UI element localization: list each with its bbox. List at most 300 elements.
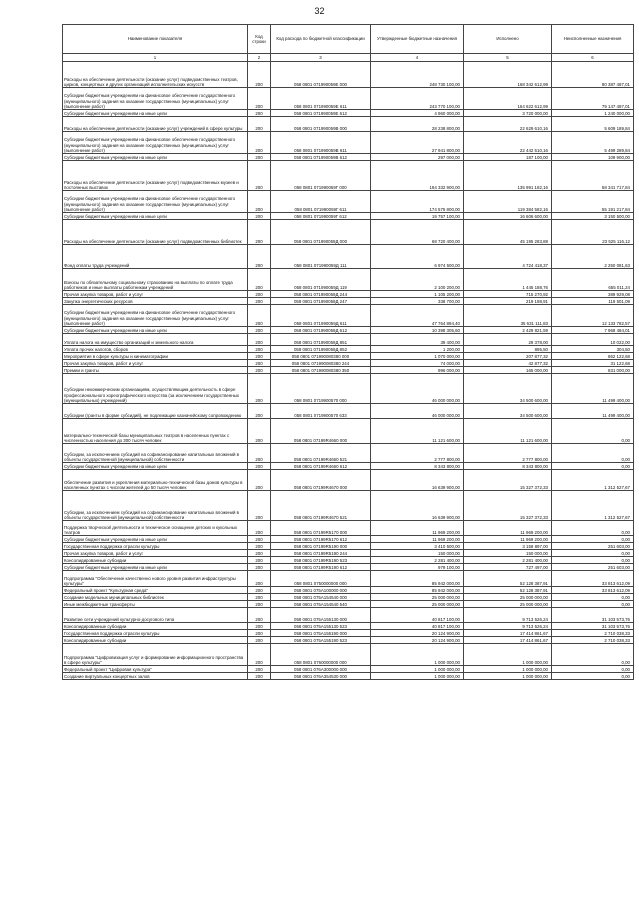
row-budget-code: 058 0801 071990059Д 612 xyxy=(271,327,371,334)
row-line-code: 200 xyxy=(248,245,271,269)
row-budget-code: 058 0801 075A155130 523 xyxy=(271,623,371,630)
row-approved-amount: 85 942 000,00 xyxy=(371,587,464,594)
row-line-code: 200 xyxy=(248,521,271,536)
row-line-code: 200 xyxy=(248,154,271,161)
row-approved-amount: 74 000,00 xyxy=(371,360,464,367)
row-remaining-amount: 0,00 xyxy=(552,536,634,543)
row-approved-amount: 16 639 900,00 xyxy=(371,470,464,491)
row-budget-code: 058 0801 071990059Д 000 xyxy=(271,220,371,245)
row-name: Субсидии бюджетным учреждениям на финансовое обеспечение государственного (муниципального) задания на оказание государственных (муниципальных) услуг (выполнение работ) xyxy=(63,191,248,213)
row-line-code: 200 xyxy=(248,291,271,298)
row-name: Субсидии (гранты в форме субсидий), не подлежащие казначейскому сопровождению xyxy=(63,404,248,419)
row-remaining-amount: 5 609 189,84 xyxy=(552,117,634,132)
row-line-code: 200 xyxy=(248,161,271,191)
column-number: 5 xyxy=(464,54,552,62)
table-row xyxy=(63,132,634,154)
row-executed-amount: 1 000 000,00 xyxy=(464,666,552,673)
row-approved-amount: 979 100,00 xyxy=(371,564,464,571)
row-executed-amount: 1 000 000,00 xyxy=(464,673,552,680)
row-budget-code: 058 0801 07199R4660 521 xyxy=(271,444,371,463)
row-budget-code: 058 0801 071990059Д 111 xyxy=(271,245,371,269)
table-row xyxy=(63,637,634,644)
row-name: Субсидии бюджетным учреждениям на иные цели xyxy=(63,213,248,220)
row-remaining-amount: 33 813 612,09 xyxy=(552,571,634,587)
row-name: Фонд оплаты труда учреждений xyxy=(63,245,248,269)
row-approved-amount: 6 974 500,00 xyxy=(371,245,464,269)
row-name: Субсидии, за исключением субсидий на софинансирование капитальных вложений в объекты государственной (муниципальной) собственности xyxy=(63,491,248,521)
row-remaining-amount: 5 499 289,84 xyxy=(552,132,634,154)
row-line-code: 200 xyxy=(248,644,271,666)
row-name: Субсидии бюджетным учреждениям на иные цели xyxy=(63,564,248,571)
row-approved-amount: 16 639 900,00 xyxy=(371,491,464,521)
row-line-code: 200 xyxy=(248,117,271,132)
row-remaining-amount: 12 133 782,57 xyxy=(552,305,634,327)
row-budget-code: 058 0801 071990059Д 852 xyxy=(271,346,371,353)
row-approved-amount: 40 817 100,00 xyxy=(371,623,464,630)
row-line-code: 200 xyxy=(248,608,271,623)
row-remaining-amount: 0,00 xyxy=(552,557,634,564)
header-budget-code: Код расхода по бюджетной классификации xyxy=(271,25,371,54)
row-line-code: 200 xyxy=(248,220,271,245)
row-name: Создание виртуальных концертных залов xyxy=(63,673,248,680)
row-executed-amount: 4 724 418,37 xyxy=(464,245,552,269)
row-executed-amount: 11 969 200,00 xyxy=(464,536,552,543)
row-name: Субсидии бюджетным учреждениям на финансовое обеспечение государственного (муниципального) задания на оказание государственных (муниципальных) услуг (выполнение работ) xyxy=(63,132,248,154)
row-remaining-amount: 655 011,24 xyxy=(552,269,634,291)
row-budget-code: 058 0801 071990059Д 247 xyxy=(271,298,371,305)
row-name: Взносы по обязательному социальному страхованию на выплаты по оплате труда работников и иные выплаты работникам учреждений xyxy=(63,269,248,291)
row-line-code: 200 xyxy=(248,601,271,608)
row-budget-code: 058 0801 075A100000 000 xyxy=(271,587,371,594)
row-approved-amount: 20 124 900,00 xyxy=(371,630,464,637)
table-row xyxy=(63,110,634,117)
table-row xyxy=(63,666,634,673)
table-row xyxy=(63,245,634,269)
row-executed-amount: 8 343 800,00 xyxy=(464,463,552,470)
table-body xyxy=(63,62,634,680)
row-name: Федеральный проект "Культурная среда" xyxy=(63,587,248,594)
row-line-code: 200 xyxy=(248,374,271,404)
row-name: Создание модельных муниципальных библиотек xyxy=(63,594,248,601)
header-name: Наименование показателя xyxy=(63,25,248,54)
row-executed-amount: 34 500 600,00 xyxy=(464,374,552,404)
row-line-code: 200 xyxy=(248,444,271,463)
row-line-code: 200 xyxy=(248,110,271,117)
row-remaining-amount: 79 147 487,01 xyxy=(552,88,634,110)
row-approved-amount: 297 000,00 xyxy=(371,154,464,161)
table-row xyxy=(63,463,634,470)
row-approved-amount: 19 757 100,00 xyxy=(371,213,464,220)
row-name: Уплата прочих налогов, сборов xyxy=(63,346,248,353)
row-budget-code: 058 0801 071990080380 000 xyxy=(271,353,371,360)
row-executed-amount: 727 497,00 xyxy=(464,564,552,571)
row-line-code: 200 xyxy=(248,298,271,305)
row-approved-amount: 46 000 000,00 xyxy=(371,404,464,419)
table-row xyxy=(63,543,634,550)
row-line-code: 200 xyxy=(248,132,271,154)
row-name: Расходы на обеспечение деятельности (оказание услуг) подведомственных театров, цирков, концертных и других организаций исполнительских искусств xyxy=(63,62,248,88)
column-number: 3 xyxy=(271,54,371,62)
row-remaining-amount: 1 240 000,00 xyxy=(552,110,634,117)
row-remaining-amount: 31 103 573,76 xyxy=(552,608,634,623)
row-remaining-amount: 23 525 116,12 xyxy=(552,220,634,245)
table-row xyxy=(63,360,634,367)
row-name: Субсидии бюджетным учреждениям на иные цели xyxy=(63,327,248,334)
table-row xyxy=(63,305,634,327)
row-name: Премии и гранты xyxy=(63,367,248,374)
row-budget-code: 058 0801 076A300000 000 xyxy=(271,666,371,673)
row-budget-code: 058 0801 0719900570 633 xyxy=(271,404,371,419)
table-row xyxy=(63,367,634,374)
row-executed-amount: 11 969 200,00 xyxy=(464,521,552,536)
row-budget-code: 058 0801 07199R4660 612 xyxy=(271,463,371,470)
table-row xyxy=(63,117,634,132)
row-line-code: 200 xyxy=(248,587,271,594)
row-executed-amount: 29 378,00 xyxy=(464,334,552,346)
row-remaining-amount: 389 929,08 xyxy=(552,291,634,298)
row-line-code: 200 xyxy=(248,594,271,601)
row-line-code: 200 xyxy=(248,367,271,374)
row-budget-code: 058 0801 071990059Г 612 xyxy=(271,213,371,220)
table-row xyxy=(63,587,634,594)
row-remaining-amount: 11 499 400,00 xyxy=(552,374,634,404)
row-remaining-amount: 0,00 xyxy=(552,644,634,666)
column-number-row xyxy=(63,54,634,62)
row-remaining-amount: 251 603,00 xyxy=(552,543,634,550)
row-executed-amount: 207 877,32 xyxy=(464,353,552,360)
row-remaining-amount: 0,00 xyxy=(552,550,634,557)
row-line-code: 200 xyxy=(248,404,271,419)
row-name: Уплата налога на имущество организаций и земельного налога xyxy=(63,334,248,346)
row-executed-amount: 52 128 387,91 xyxy=(464,571,552,587)
row-executed-amount: 715 270,92 xyxy=(464,291,552,298)
table-row xyxy=(63,346,634,353)
row-budget-code: 058 0801 071990059Г 000 xyxy=(271,161,371,191)
row-line-code: 200 xyxy=(248,630,271,637)
row-budget-code: 058 0801 071990059Е 000 xyxy=(271,62,371,88)
row-remaining-amount: 0,00 xyxy=(552,444,634,463)
row-remaining-amount: 0,00 xyxy=(552,601,634,608)
row-executed-amount: 9 713 526,24 xyxy=(464,608,552,623)
row-name: материально-технической базы муниципальных театров в населенных пунктах с численностью населения до 300 тысяч человек xyxy=(63,419,248,444)
row-name: Государственная поддержка отрасли культуры xyxy=(63,543,248,550)
table-header xyxy=(63,25,634,62)
row-executed-amount: 45 195 283,88 xyxy=(464,220,552,245)
row-executed-amount: 895,50 xyxy=(464,346,552,353)
row-remaining-amount: 0,00 xyxy=(552,594,634,601)
row-remaining-amount: 2 710 038,33 xyxy=(552,630,634,637)
table-row xyxy=(63,291,634,298)
row-budget-code: 058 0801 07199R5190 244 xyxy=(271,550,371,557)
row-approved-amount: 11 121 600,00 xyxy=(371,419,464,444)
row-name: Субсидии бюджетным учреждениям на финансовое обеспечение государственного (муниципального) задания на оказание государственных (муниципальных) услуг (выполнение работ) xyxy=(63,305,248,327)
row-name: Федеральный проект "Цифровая культура" xyxy=(63,666,248,673)
row-budget-code: 058 0801 075A155130 000 xyxy=(271,608,371,623)
row-approved-amount: 8 343 800,00 xyxy=(371,463,464,470)
row-executed-amount: 2 429 821,59 xyxy=(464,327,552,334)
row-budget-code: 058 0801 075A155190 523 xyxy=(271,637,371,644)
row-remaining-amount: 0,00 xyxy=(552,463,634,470)
row-budget-code: 058 0801 07199R5190 523 xyxy=(271,557,371,564)
row-executed-amount: 52 128 387,91 xyxy=(464,587,552,594)
row-approved-amount: 338 700,00 xyxy=(371,298,464,305)
row-executed-amount: 42 877,32 xyxy=(464,360,552,367)
row-line-code: 200 xyxy=(248,346,271,353)
row-budget-code: 058 0801 071990059В 612 xyxy=(271,154,371,161)
row-remaining-amount: 831 000,00 xyxy=(552,367,634,374)
header-executed: Исполнено xyxy=(464,25,552,54)
row-budget-code: 058 0801 071990059Д 611 xyxy=(271,305,371,327)
row-approved-amount: 11 969 200,00 xyxy=(371,521,464,536)
row-name: Расходы на обеспечение деятельности (оказание услуг) подведомственных библиотек xyxy=(63,220,248,245)
row-remaining-amount: 31 103 573,76 xyxy=(552,623,634,630)
row-remaining-amount: 1 312 527,67 xyxy=(552,491,634,521)
row-name: Обеспечение развития и укрепления материально-технической базы домов культуры в населенных пунктах с числом жителей до 50 тысяч человек xyxy=(63,470,248,491)
row-approved-amount: 1 000 000,00 xyxy=(371,644,464,666)
row-budget-code: 058 0801 07199R4660 000 xyxy=(271,419,371,444)
row-remaining-amount: 80 387 487,01 xyxy=(552,62,634,88)
row-name: Прочая закупка товаров, работ и услуг xyxy=(63,291,248,298)
row-executed-amount: 17 414 861,67 xyxy=(464,637,552,644)
row-remaining-amount: 0,00 xyxy=(552,521,634,536)
row-executed-amount: 25 000 000,00 xyxy=(464,601,552,608)
row-name: Консолидированные субсидии xyxy=(63,637,248,644)
row-budget-code: 058 0801 071990080380 350 xyxy=(271,367,371,374)
row-name: Субсидии бюджетным учреждениям на иные цели xyxy=(63,536,248,543)
table-row xyxy=(63,536,634,543)
table-row xyxy=(63,444,634,463)
table-row xyxy=(63,608,634,623)
row-approved-amount: 1 200,00 xyxy=(371,346,464,353)
row-approved-amount: 10 398 305,60 xyxy=(371,327,464,334)
row-executed-amount: 187 100,00 xyxy=(464,154,552,161)
row-approved-amount: 68 720 400,00 xyxy=(371,220,464,245)
row-budget-code: 058 0801 071990059В 000 xyxy=(271,117,371,132)
row-executed-amount: 3 158 897,00 xyxy=(464,543,552,550)
row-line-code: 200 xyxy=(248,536,271,543)
row-name: Прочая закупка товаров, работ и услуг xyxy=(63,550,248,557)
row-budget-code: 058 0801 07199R4670 521 xyxy=(271,491,371,521)
row-remaining-amount: 31 122,68 xyxy=(552,360,634,367)
row-executed-amount: 15 327 372,33 xyxy=(464,470,552,491)
row-approved-amount: 1 000 000,00 xyxy=(371,666,464,673)
row-line-code: 200 xyxy=(248,305,271,327)
header-approved: Утвержденные бюджетные назначения xyxy=(371,25,464,54)
row-line-code: 200 xyxy=(248,673,271,680)
table-row xyxy=(63,191,634,213)
row-executed-amount: 34 500 600,00 xyxy=(464,404,552,419)
table-row xyxy=(63,334,634,346)
page-number: 32 xyxy=(314,6,325,16)
row-name: Прочая закупка товаров, работ и услуг xyxy=(63,360,248,367)
row-remaining-amount: 33 813 612,09 xyxy=(552,587,634,594)
row-approved-amount: 20 124 900,00 xyxy=(371,637,464,644)
row-line-code: 200 xyxy=(248,550,271,557)
table-row xyxy=(63,571,634,587)
row-budget-code: 058 0801 075A154540 540 xyxy=(271,601,371,608)
row-line-code: 200 xyxy=(248,543,271,550)
row-executed-amount: 11 121 600,00 xyxy=(464,419,552,444)
row-line-code: 200 xyxy=(248,353,271,360)
row-line-code: 200 xyxy=(248,334,271,346)
row-line-code: 200 xyxy=(248,571,271,587)
row-line-code: 200 xyxy=(248,491,271,521)
table-row xyxy=(63,404,634,419)
table-row xyxy=(63,623,634,630)
row-approved-amount: 1 000 000,00 xyxy=(371,673,464,680)
table-row xyxy=(63,161,634,191)
row-name: Консолидированные субсидии xyxy=(63,557,248,564)
row-executed-amount: 2 281 400,00 xyxy=(464,557,552,564)
row-approved-amount: 248 730 100,00 xyxy=(371,62,464,88)
row-approved-amount: 46 000 000,00 xyxy=(371,374,464,404)
row-remaining-amount: 0,00 xyxy=(552,419,634,444)
row-line-code: 200 xyxy=(248,88,271,110)
row-line-code: 200 xyxy=(248,564,271,571)
header-remaining: Неисполненные назначения xyxy=(552,25,634,54)
row-remaining-amount: 109 900,00 xyxy=(552,154,634,161)
row-budget-code: 058 0801 071990059Д 851 xyxy=(271,334,371,346)
row-budget-code: 058 0801 07199R5170 000 xyxy=(271,521,371,536)
row-budget-code: 058 0801 07199R5170 612 xyxy=(271,536,371,543)
column-number: 1 xyxy=(63,54,248,62)
row-budget-code: 058 0801 071990080380 244 xyxy=(271,360,371,367)
row-budget-code: 058 0801 075A155190 000 xyxy=(271,630,371,637)
row-executed-amount: 1 445 188,76 xyxy=(464,269,552,291)
column-number: 6 xyxy=(552,54,634,62)
row-name: Подпрограмма "Обеспечение качественно нового уровня развития инфраструктуры культуры" xyxy=(63,571,248,587)
row-budget-code: 058 0801 0760000000 000 xyxy=(271,644,371,666)
row-line-code: 200 xyxy=(248,360,271,367)
row-budget-code: 058 0801 07199R5190 000 xyxy=(271,543,371,550)
row-line-code: 200 xyxy=(248,269,271,291)
table-row xyxy=(63,550,634,557)
row-executed-amount: 22 442 510,16 xyxy=(464,132,552,154)
row-remaining-amount: 3 150 500,00 xyxy=(552,213,634,220)
row-line-code: 200 xyxy=(248,213,271,220)
row-name: Субсидии бюджетным учреждениям на иные цели xyxy=(63,463,248,470)
row-approved-amount: 150 000,00 xyxy=(371,550,464,557)
table-row xyxy=(63,220,634,245)
row-approved-amount: 1 105 200,00 xyxy=(371,291,464,298)
row-budget-code: 058 0801 07199R4670 000 xyxy=(271,470,371,491)
budget-execution-table xyxy=(62,24,634,680)
table-row xyxy=(63,564,634,571)
table-row xyxy=(63,88,634,110)
row-approved-amount: 2 777 800,00 xyxy=(371,444,464,463)
row-approved-amount: 1 070 000,00 xyxy=(371,353,464,360)
row-name: Подпрограмма "Цифровизация услуг и формирование информационного пространства в сфере культуры" xyxy=(63,644,248,666)
row-approved-amount: 2 281 400,00 xyxy=(371,557,464,564)
row-approved-amount: 4 960 000,00 xyxy=(371,110,464,117)
row-executed-amount: 119 384 582,16 xyxy=(464,191,552,213)
row-budget-code: 058 0801 07199R5190 612 xyxy=(271,564,371,571)
row-approved-amount: 40 817 100,00 xyxy=(371,608,464,623)
row-name: Иные межбюджетные трансферты xyxy=(63,601,248,608)
row-remaining-amount: 251 603,00 xyxy=(552,564,634,571)
row-remaining-amount: 10 022,00 xyxy=(552,334,634,346)
row-name: Государственная поддержка отрасли культуры xyxy=(63,630,248,637)
table-row xyxy=(63,154,634,161)
row-executed-amount: 16 606 600,00 xyxy=(464,213,552,220)
row-executed-amount: 1 000 000,00 xyxy=(464,644,552,666)
table-row xyxy=(63,601,634,608)
row-approved-amount: 47 764 894,40 xyxy=(371,305,464,327)
row-approved-amount: 39 400,00 xyxy=(371,334,464,346)
row-remaining-amount: 11 499 400,00 xyxy=(552,404,634,419)
row-executed-amount: 9 713 526,24 xyxy=(464,623,552,630)
row-executed-amount: 168 342 612,99 xyxy=(464,62,552,88)
table-row xyxy=(63,673,634,680)
row-name: Закупка энергетических ресурсов xyxy=(63,298,248,305)
row-budget-code: 058 0801 071990059Е 611 xyxy=(271,88,371,110)
row-budget-code: 058 0801 071990059Г 611 xyxy=(271,191,371,213)
table-row xyxy=(63,213,634,220)
row-executed-amount: 3 720 000,00 xyxy=(464,110,552,117)
row-remaining-amount: 304,50 xyxy=(552,346,634,353)
row-executed-amount: 22 629 610,16 xyxy=(464,117,552,132)
row-executed-amount: 17 414 861,67 xyxy=(464,630,552,637)
row-approved-amount: 85 942 000,00 xyxy=(371,571,464,587)
row-budget-code: 058 0801 075A154540 000 xyxy=(271,594,371,601)
table-row xyxy=(63,327,634,334)
row-remaining-amount: 58 341 717,84 xyxy=(552,161,634,191)
row-approved-amount: 25 000 000,00 xyxy=(371,601,464,608)
table-row xyxy=(63,470,634,491)
row-name: Субсидии, за исключением субсидий на софинансирование капитальных вложений в объекты государственной (муниципальной) собственности xyxy=(63,444,248,463)
row-remaining-amount: 119 501,09 xyxy=(552,298,634,305)
row-line-code: 200 xyxy=(248,419,271,444)
row-executed-amount: 219 198,91 xyxy=(464,298,552,305)
row-executed-amount: 150 000,00 xyxy=(464,550,552,557)
row-remaining-amount: 862 122,68 xyxy=(552,353,634,360)
row-approved-amount: 2 100 200,00 xyxy=(371,269,464,291)
row-executed-amount: 15 327 372,33 xyxy=(464,491,552,521)
row-remaining-amount: 0,00 xyxy=(552,673,634,680)
table-row xyxy=(63,557,634,564)
table-row xyxy=(63,419,634,444)
row-approved-amount: 3 410 500,00 xyxy=(371,543,464,550)
row-line-code: 200 xyxy=(248,191,271,213)
row-approved-amount: 194 332 900,00 xyxy=(371,161,464,191)
row-approved-amount: 28 238 800,00 xyxy=(371,117,464,132)
row-name: Мероприятия в сфере культуры и кинематографии xyxy=(63,353,248,360)
table-row xyxy=(63,374,634,404)
row-name: Поддержка творческой деятельности и техническое оснащение детских и кукольных театров xyxy=(63,521,248,536)
row-executed-amount: 2 777 800,00 xyxy=(464,444,552,463)
table-row xyxy=(63,353,634,360)
row-executed-amount: 35 631 111,83 xyxy=(464,305,552,327)
row-approved-amount: 243 770 100,00 xyxy=(371,88,464,110)
table-row xyxy=(63,594,634,601)
row-name: Субсидии некоммерческим организациям, осуществляющим деятельность в сфере профессионального хореографического искусства (за исключением государственных (муниципальных) учреждений) xyxy=(63,374,248,404)
row-approved-amount: 996 000,00 xyxy=(371,367,464,374)
row-budget-code: 058 0801 071990059Д 244 xyxy=(271,291,371,298)
row-approved-amount: 27 941 800,00 xyxy=(371,132,464,154)
column-number: 4 xyxy=(371,54,464,62)
row-approved-amount: 25 000 000,00 xyxy=(371,594,464,601)
table-row xyxy=(63,298,634,305)
table-row xyxy=(63,491,634,521)
row-budget-code: 058 0801 0750000000 000 xyxy=(271,571,371,587)
row-name: Субсидии бюджетным учреждениям на финансовое обеспечение государственного (муниципального) задания на оказание государственных (муниципальных) услуг (выполнение работ) xyxy=(63,88,248,110)
row-name: Субсидии бюджетным учреждениям на иные цели xyxy=(63,110,248,117)
row-remaining-amount: 7 968 484,01 xyxy=(552,327,634,334)
row-remaining-amount: 55 191 217,84 xyxy=(552,191,634,213)
row-name: Расходы на обеспечение деятельности (оказание услуг) учреждений в сфере культуры xyxy=(63,117,248,132)
row-remaining-amount: 1 312 527,67 xyxy=(552,470,634,491)
row-executed-amount: 135 991 182,16 xyxy=(464,161,552,191)
